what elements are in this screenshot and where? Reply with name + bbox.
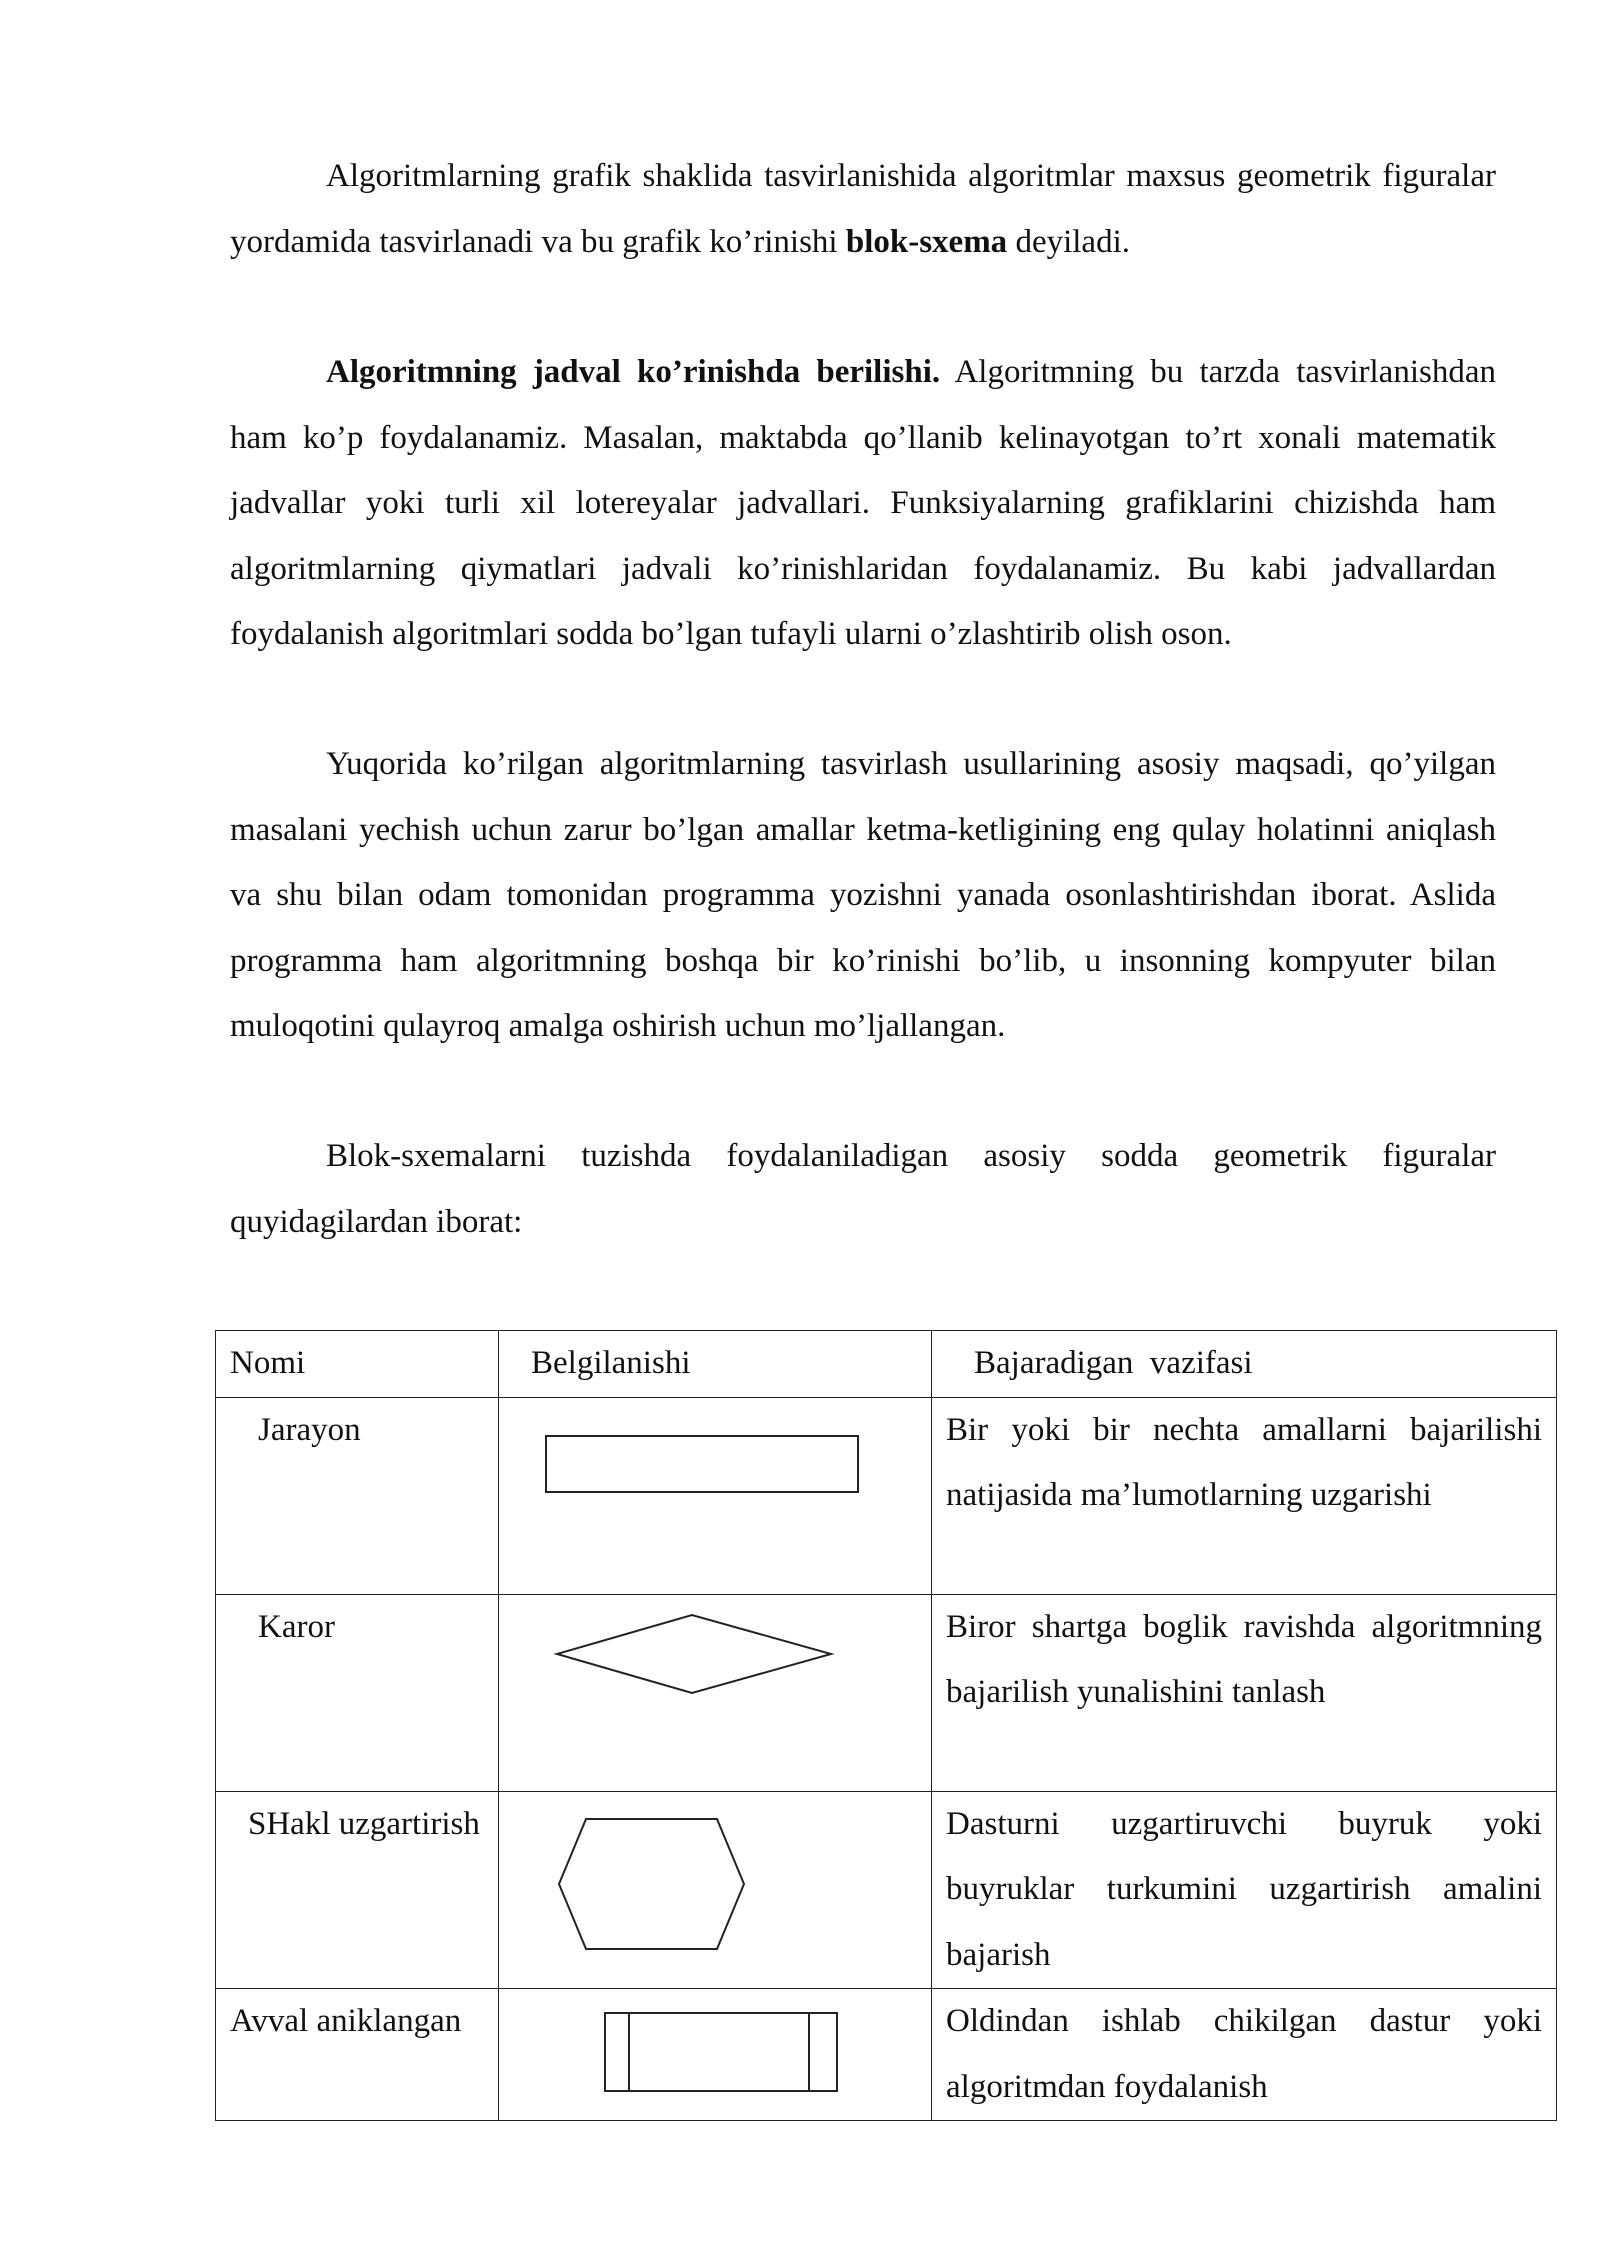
row-name: Jarayon [216,1397,499,1594]
paragraph-text: Blok-sxemalarni tuzishda foydalaniladigan asosiy sodda geometrik figuralar quyidagilardan iborat: [230,1138,1496,1240]
row-symbol [499,1397,932,1594]
paragraph-text: deyiladi. [1007,223,1130,260]
paragraph-jadval [230,340,1496,668]
row-task: Oldindan ishlab chikilgan dastur yoki algoritmdan foydalanish [932,1989,1557,2121]
bold-heading: Algoritmning jadval ko’rinishda berilishi. [326,354,941,390]
row-task: Dasturni uzgartiruvchi buyruk yoki buyruklar turkumini uzgartirish amalini bajarish [932,1791,1557,1989]
paragraph-maqsad [230,732,1496,1060]
row-symbol [499,1791,932,1989]
figures-table [215,1330,1557,2121]
bold-term: blok-sxema [845,223,1008,260]
hexagon-shape [499,1792,913,1988]
rectangle-shape [499,1398,913,1594]
table-header-row [216,1331,1557,1398]
row-name-text: SHakl uzgartirish [248,1805,480,1842]
rhombus-shape [499,1595,913,1791]
paragraph-text: Algoritmning bu tarzda tasvirlanishdan ham ko’p foydalanamiz. Masalan, maktabda qo’llanib kelinayotgan to’rt xonali matematik jadvallar yoki turli xil lotereyalar jadvallari. Funksiyalarning grafiklarini chizishda ham algoritmlarning qiymatlari jadvali ko’rinishlaridan foydalanamiz. Bu kabi jadvallardan foydalanish algoritmlari sodda bo’lgan tufayli ularni o’zlashtirib olish oson. [230,354,1496,652]
row-name [216,1989,499,2121]
header-nomi: Nomi [216,1331,499,1398]
table-row [216,1594,1557,1791]
table-row [216,1989,1557,2121]
paragraph-text: Yuqorida ko’rilgan algoritmlarning tasvirlash usullarining asosiy maqsadi, qo’yilgan masalani yechish uchun zarur bo’lgan amallar ketma-ketligining eng qulay holatinni aniqlash va shu bilan odam tomonidan programma yozishni yanada osonlashtirishdan iborat. Aslida programma ham algoritmning boshqa bir ko’rinishi bo’lib, u insonning kompyuter bilan muloqotini qulayroq amalga oshirish uchun mo’ljallangan. [230,746,1496,1044]
predefined-process-shape [499,1989,913,2119]
row-symbol [499,1594,932,1791]
row-name: Karor [216,1594,499,1791]
paragraph-text: Algoritmlarning grafik shaklida tasvirlanishida algoritmlar maxsus geometrik figuralar yordamida tasvirlanadi va bu grafik ko’rinishi [230,158,1496,260]
table-row [216,1791,1557,1989]
row-name-text: Avval aniklangan [230,2003,462,2039]
paragraph-intro-table [230,1124,1496,1255]
table-row [216,1397,1557,1594]
row-symbol [499,1989,932,2121]
row-task: Biror shartga boglik ravishda algoritmning bajarilish yunalishini tanlash [932,1594,1557,1791]
row-task: Bir yoki bir nechta amallarni bajarilishi natijasida ma’lumotlarning uzgarishi [932,1397,1557,1594]
header-vazifasi: Bajaradigan vazifasi [932,1331,1557,1398]
row-name [216,1791,499,1989]
header-belgilanishi: Belgilanishi [499,1331,932,1398]
paragraph-blok-sxema [230,144,1496,275]
